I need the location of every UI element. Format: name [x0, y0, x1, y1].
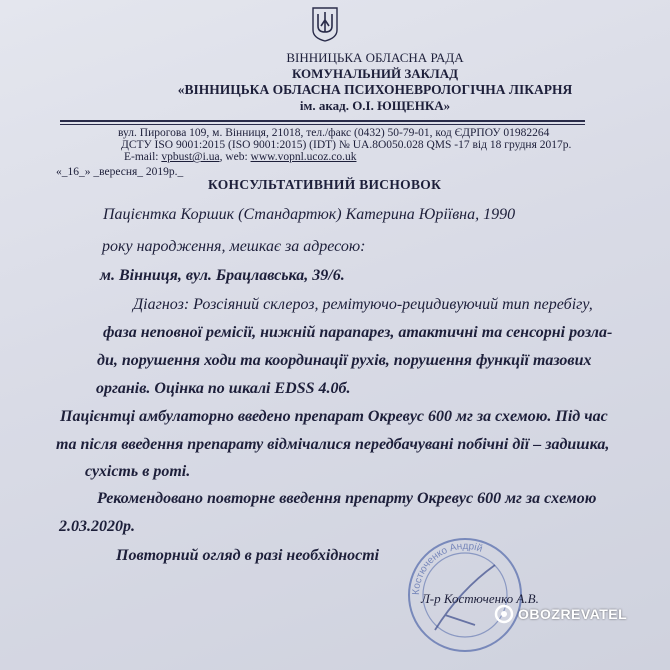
letterhead-contacts: [124, 151, 356, 163]
obozrevatel-logo-icon: [494, 604, 514, 624]
document-date: «_16_» _вересня_ 2019р._: [56, 166, 184, 178]
diagnosis-label: Діагноз:: [133, 296, 194, 313]
patient-birth-line: року народження, мешкає за адресою:: [102, 238, 366, 255]
patient-name-line: Пацієнтка Коршик (Стандартюк) Катерина Юріївна, 1990: [103, 206, 516, 223]
watermark-text: OBOZREVATEL: [518, 606, 628, 622]
email-link[interactable]: vpbust@i.ua: [161, 151, 220, 163]
letterhead-rule-thin: [60, 124, 585, 125]
letterhead-institution-type: КОМУНАЛЬНИЙ ЗАКЛАД: [291, 66, 459, 81]
patient-address-line: м. Вінниця, вул. Брацлавська, 39/6.: [100, 267, 345, 284]
letterhead-council: ВІННИЦЬКА ОБЛАСНА РАДА: [286, 50, 464, 65]
recommendation-line-1: Рекомендовано повторне введення препарту Окревус 600 мг за схемою: [97, 490, 597, 507]
diagnosis-text-1: Розсіяний склероз, ремітуючо-рецидивуючий тип перебігу,: [193, 296, 593, 313]
document-title: КОНСУЛЬТАТИВНИЙ ВИСНОВОК: [208, 177, 442, 192]
treatment-line-3: сухість в роті.: [85, 463, 191, 480]
treatment-line-1: Пацієнтці амбулаторно введено препарат Окревус 600 мг за схемою. Під час: [60, 408, 608, 425]
trident-emblem-icon: [310, 6, 340, 42]
letterhead-certification: ДСТУ ISO 9001:2015 (ISO 9001:2015) (IDT) № UA.8O050.028 QMS -17 від 18 грудня 2017р.: [121, 139, 572, 151]
letterhead-hospital-name: «ВІННИЦЬКА ОБЛАСНА ПСИХОНЕВРОЛОГІЧНА ЛІКАРНЯ: [177, 82, 573, 97]
doctor-signature-line: Л-р Костюченко А.В.: [421, 591, 539, 606]
letterhead-address: вул. Пирогова 109, м. Вінниця, 21018, тел./факс (0432) 50-79-01, код ЄДРПОУ 01982264: [118, 127, 550, 139]
stamp-text: Костюченко Андрій: [410, 540, 484, 596]
email-label: E-mail:: [124, 151, 162, 163]
recommendation-line-2: 2.03.2020р.: [59, 518, 135, 535]
diagnosis-line-2: фаза неповної ремісії, нижній парапарез, атактичні та сенсорні розла-: [103, 324, 613, 341]
watermark: [490, 602, 655, 626]
diagnosis-line-3: ди, порушення ходи та координації рухів, порушення функції тазових: [97, 352, 592, 369]
diagnosis-line-1: [133, 296, 593, 314]
letterhead-rule-thick: [60, 120, 585, 122]
svg-text:Костюченко Андрій: [411, 541, 484, 595]
diagnosis-line-4: органів. Оцінка по шкалі EDSS 4.0б.: [96, 380, 351, 397]
web-link[interactable]: www.vopnl.ucoz.co.uk: [250, 151, 357, 163]
web-label: , web:: [219, 151, 251, 163]
letterhead-hospital-namesake: ім. акад. О.І. ЮЩЕНКА»: [299, 98, 451, 113]
treatment-line-2: та після введення препарату відмічалися передбачувані побічні дії – задишка,: [56, 436, 610, 453]
follow-up-line: Повторний огляд в разі необхідності: [116, 547, 380, 564]
